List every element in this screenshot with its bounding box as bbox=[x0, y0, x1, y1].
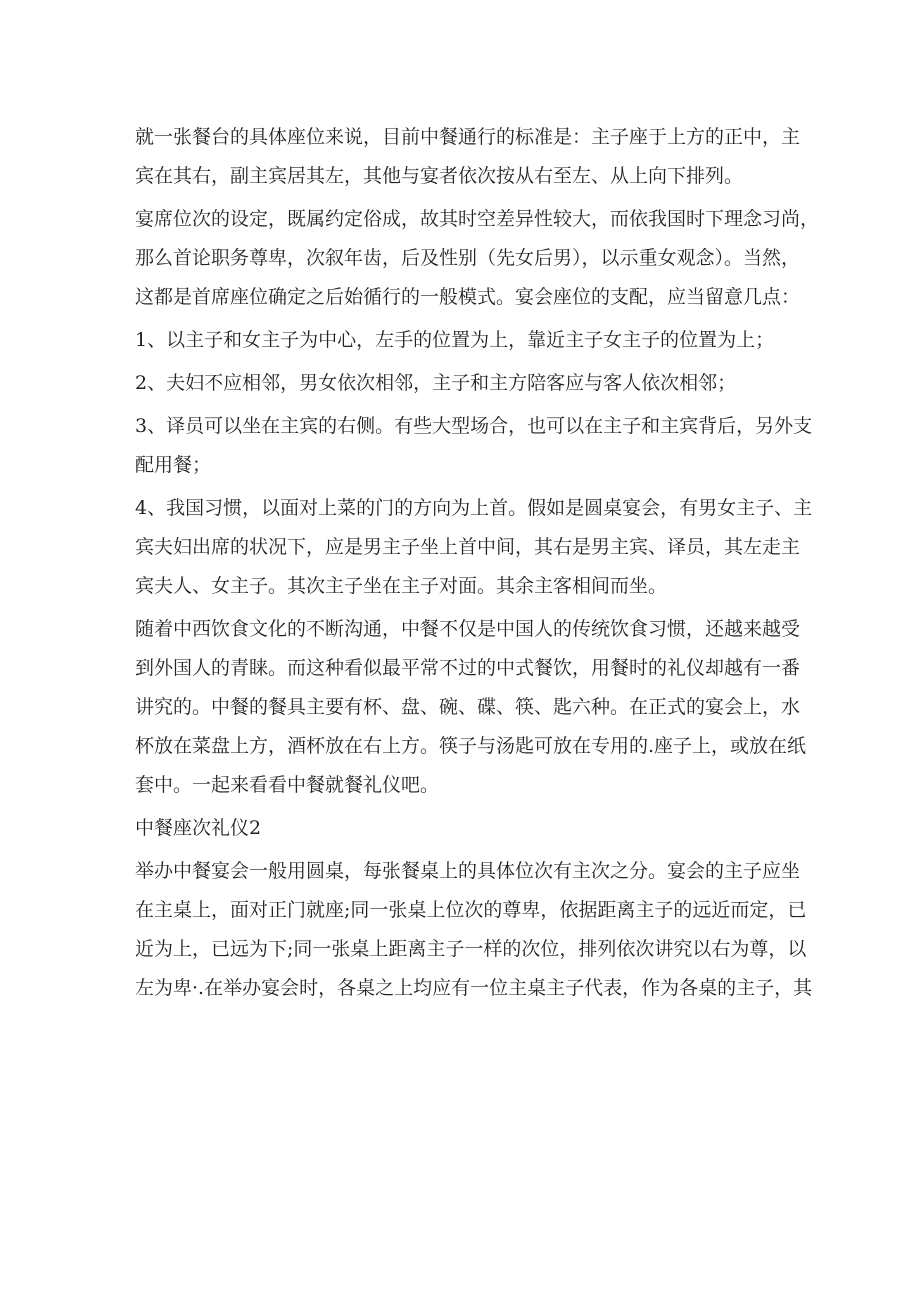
paragraph-round-table bbox=[135, 852, 813, 1008]
text-line: 到外国人的青睐。而这种看似最平常不过的中式餐饮，用餐时的礼仪却越有一番 bbox=[135, 657, 801, 679]
text-line: 这都是首席座位确定之后始循行的一般模式。宴会座位的支配，应当留意几点： bbox=[135, 286, 801, 308]
text-line: 宴席位次的设定，既属约定俗成，故其时空差异性较大，而依我国时下理念习尚， bbox=[135, 208, 820, 230]
paragraph-banquet-order bbox=[135, 200, 820, 317]
text-line: 在主桌上，面对正门就座;同一张桌上位次的尊卑，依据距离主子的远近而定，已 bbox=[135, 899, 807, 921]
text-line: 随着中西饮食文化的不断沟通，中餐不仅是中国人的传统饮食习惯，还越来越受 bbox=[135, 618, 801, 640]
text-line: 4、我国习惯，以面对上菜的门的方向为上首。假如是圆桌宴会，有男女主子、主 bbox=[135, 497, 813, 519]
text-line: 举办中餐宴会一般用圆桌，每张餐桌上的具体位次有主次之分。宴会的主子应坐 bbox=[135, 860, 801, 882]
text-line: 左为卑·.在举办宴会时，各桌之上均应有一位主桌主子代表，作为各桌的主子，其 bbox=[135, 977, 813, 999]
document-body bbox=[135, 118, 820, 1012]
text-line: 宾夫妇出席的状况下，应是男主子坐上首中间，其右是男主宾、译员，其左走主 bbox=[135, 536, 801, 558]
text-line: 讲究的。中餐的餐具主要有杯、盘、碗、碟、筷、匙六种。在正式的宴会上，水 bbox=[135, 696, 801, 718]
text-line: 宾在其右，副主宾居其左，其他与宴者依次按从右至左、从上向下排列。 bbox=[135, 165, 744, 187]
text-line: 宾夫人、女主子。其次主子坐在主子对面。其余主客相间而坐。 bbox=[135, 575, 668, 597]
text-line: 就一张餐台的具体座位来说，目前中餐通行的标准是：主子座于上方的正中，主 bbox=[135, 126, 801, 148]
list-item-1 bbox=[135, 321, 795, 360]
list-item-2 bbox=[135, 364, 795, 403]
text-line: 1、以主子和女主子为中心，左手的位置为上，靠近主子女主子的位置为上； bbox=[135, 329, 775, 351]
text-line: 3、译员可以坐在主宾的右侧。有些大型场合，也可以在主子和主宾背后，另外支 bbox=[135, 415, 813, 437]
text-line: 那么首论职务尊卑，次叙年齿，后及性别（先女后男），以示重女观念）。当然， bbox=[135, 247, 801, 269]
list-item-4 bbox=[135, 489, 813, 606]
text-line: 杯放在菜盘上方，酒杯放在右上方。筷子与汤匙可放在专用的.座子上，或放在纸 bbox=[135, 735, 807, 757]
text-line: 配用餐； bbox=[135, 454, 212, 476]
text-line: 2、夫妇不应相邻，男女依次相邻，主子和主方陪客应与客人依次相邻； bbox=[135, 372, 737, 394]
list-item-3 bbox=[135, 407, 813, 485]
text-line: 近为上，已远为下;同一张桌上距离主子一样的次位，排列依次讲究以右为尊，以 bbox=[135, 938, 807, 960]
paragraph-seating-standard bbox=[135, 118, 801, 196]
paragraph-chinese-dining-culture bbox=[135, 610, 807, 805]
section-heading: 中餐座次礼仪2 bbox=[135, 817, 262, 839]
text-line: 套中。一起来看看中餐就餐礼仪吧。 bbox=[135, 774, 440, 796]
